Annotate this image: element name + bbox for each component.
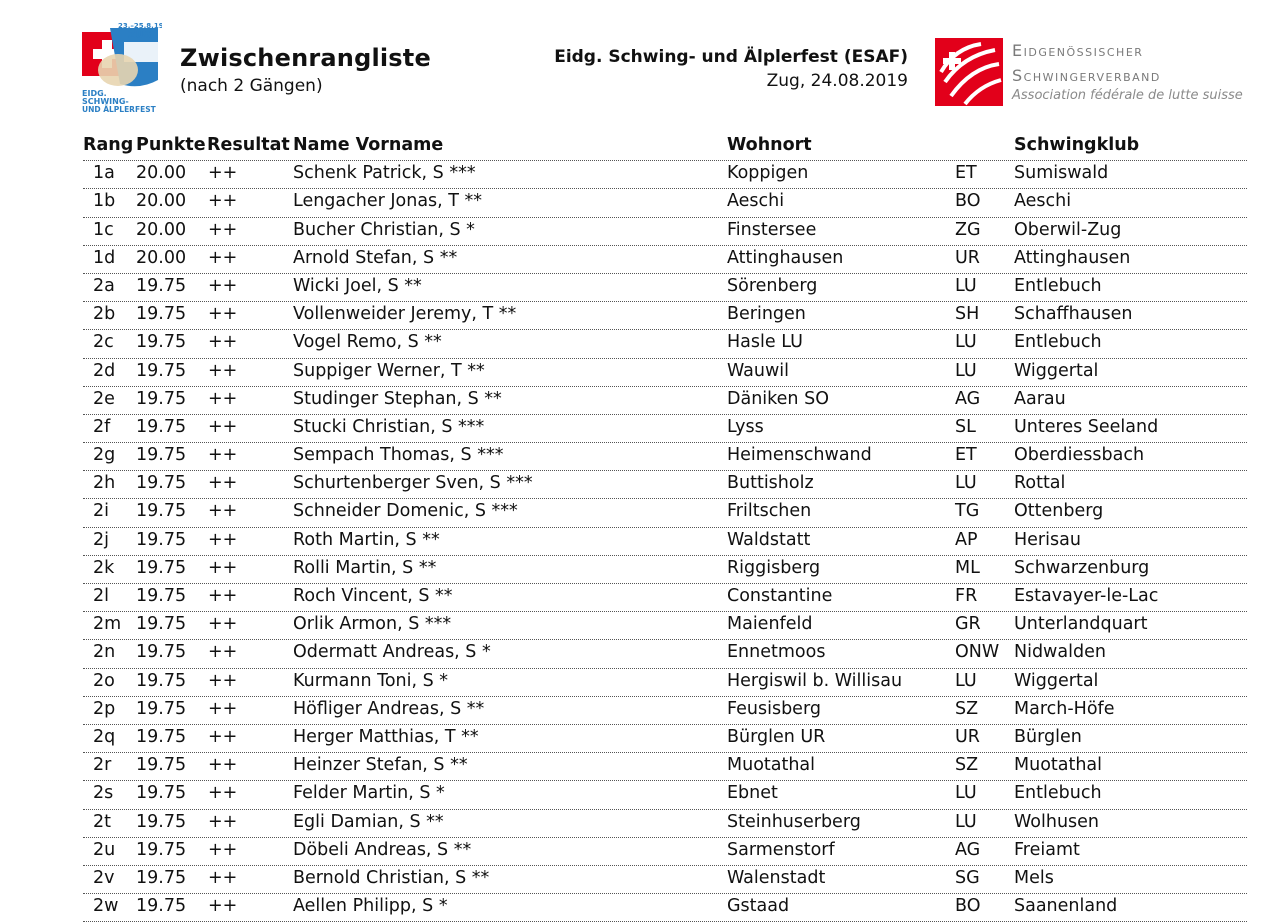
esv-logo-icon (935, 38, 1003, 106)
cell-schwingklub: March-Höfe (1014, 698, 1115, 719)
cell-wohnort: Bürglen UR (727, 726, 826, 747)
cell-resultat: ++ (208, 388, 238, 409)
cell-rang: 1a (93, 163, 115, 184)
cell-resultat: ++ (208, 219, 238, 240)
cell-punkte: 19.75 (136, 867, 187, 888)
title-block (180, 44, 431, 96)
cell-name: Aellen Philipp, S * (293, 896, 448, 917)
cell-resultat: ++ (208, 360, 238, 381)
cell-schwingklub: Wiggertal (1014, 360, 1099, 381)
cell-kanton: AG (955, 388, 981, 409)
cell-schwingklub: Aeschi (1014, 191, 1072, 212)
cell-schwingklub: Unterlandquart (1014, 614, 1148, 635)
table-body (83, 161, 1247, 922)
cell-schwingklub: Entlebuch (1014, 332, 1102, 353)
cell-resultat: ++ (208, 783, 238, 804)
cell-punkte: 19.75 (136, 445, 187, 466)
cell-rang: 2f (93, 416, 111, 437)
cell-schwingklub: Saanenland (1014, 896, 1118, 917)
table-row (83, 810, 1247, 838)
cell-kanton: FR (955, 586, 978, 606)
cell-schwingklub: Aarau (1014, 388, 1066, 409)
cell-resultat: ++ (208, 191, 238, 212)
cell-resultat: ++ (208, 557, 238, 578)
cell-kanton: SH (955, 304, 980, 325)
logo-line1: EIDG. (82, 89, 107, 98)
ranking-table (83, 133, 1247, 922)
cell-rang: 2m (93, 614, 122, 635)
cell-rang: 1c (93, 219, 114, 240)
cell-punkte: 19.75 (136, 416, 187, 437)
cell-name: Lengacher Jonas, T ** (293, 191, 483, 212)
table-row (83, 302, 1247, 330)
cell-kanton: ML (955, 557, 980, 578)
cell-punkte: 19.75 (136, 896, 187, 917)
table-header (83, 133, 1247, 161)
cell-name: Vogel Remo, S ** (293, 332, 442, 353)
cell-schwingklub: Bürglen (1014, 726, 1082, 747)
cell-name: Rolli Martin, S ** (293, 557, 437, 578)
cell-wohnort: Koppigen (727, 163, 809, 184)
cell-kanton: UR (955, 247, 980, 268)
cell-wohnort: Däniken SO (727, 388, 829, 409)
header-resultat: Resultat (207, 135, 290, 155)
cell-name: Bucher Christian, S * (293, 219, 475, 240)
cell-schwingklub: Mels (1014, 867, 1054, 888)
cell-resultat: ++ (208, 726, 238, 747)
logo-zug: ZUG (128, 30, 152, 41)
cell-schwingklub: Wiggertal (1014, 670, 1099, 691)
cell-rang: 2d (93, 360, 116, 381)
header-wohnort: Wohnort (727, 135, 812, 155)
cell-name: Höfliger Andreas, S ** (293, 698, 485, 719)
cell-resultat: ++ (208, 332, 238, 353)
cell-wohnort: Constantine (727, 586, 833, 606)
event-name: Eidg. Schwing- und Älplerfest (ESAF) (554, 47, 908, 67)
cell-resultat: ++ (208, 755, 238, 776)
cell-wohnort: Attinghausen (727, 247, 844, 268)
cell-schwingklub: Rottal (1014, 473, 1066, 494)
cell-resultat: ++ (208, 501, 238, 522)
cell-kanton: LU (955, 473, 977, 494)
cell-schwingklub: Schwarzenburg (1014, 557, 1150, 578)
cell-kanton: ET (955, 445, 977, 466)
cell-schwingklub: Wolhusen (1014, 811, 1100, 832)
cell-resultat: ++ (208, 698, 238, 719)
cell-kanton: TG (955, 501, 980, 522)
cell-kanton: LU (955, 360, 977, 381)
cell-rang: 1d (93, 247, 116, 268)
cell-rang: 2e (93, 388, 115, 409)
cell-kanton: SZ (955, 698, 979, 719)
cell-name: Heinzer Stefan, S ** (293, 755, 468, 776)
cell-rang: 2h (93, 473, 116, 494)
cell-resultat: ++ (208, 163, 238, 184)
cell-punkte: 19.75 (136, 360, 187, 381)
cell-kanton: ONW (955, 642, 1000, 663)
cell-resultat: ++ (208, 529, 238, 550)
cell-punkte: 19.75 (136, 783, 187, 804)
cell-name: Roch Vincent, S ** (293, 586, 453, 606)
cell-punkte: 19.75 (136, 529, 187, 550)
table-row (83, 781, 1247, 809)
cell-schwingklub: Herisau (1014, 529, 1081, 550)
cell-schwingklub: Ottenberg (1014, 501, 1104, 522)
cell-punkte: 20.00 (136, 163, 187, 184)
header-punkte: Punkte (136, 135, 206, 155)
association-name (1012, 38, 1243, 103)
cell-resultat: ++ (208, 586, 238, 606)
cell-kanton: BO (955, 896, 981, 917)
cell-punkte: 20.00 (136, 219, 187, 240)
cell-resultat: ++ (208, 896, 238, 917)
cell-punkte: 19.75 (136, 304, 187, 325)
cell-rang: 2o (93, 670, 115, 691)
cell-name: Schenk Patrick, S *** (293, 163, 476, 184)
table-row (83, 189, 1247, 217)
cell-punkte: 19.75 (136, 586, 187, 606)
logo-line2: SCHWING- (82, 97, 129, 106)
cell-schwingklub: Freiamt (1014, 839, 1080, 860)
cell-kanton: LU (955, 811, 977, 832)
table-row (83, 528, 1247, 556)
logo-dates: 23.–25.8.19 (118, 22, 162, 30)
table-row (83, 499, 1247, 527)
cell-rang: 2v (93, 867, 115, 888)
cell-name: Suppiger Werner, T ** (293, 360, 485, 381)
cell-wohnort: Maienfeld (727, 614, 813, 635)
cell-rang: 2r (93, 755, 112, 776)
cell-punkte: 19.75 (136, 332, 187, 353)
table-row (83, 556, 1247, 584)
cell-wohnort: Sörenberg (727, 275, 818, 296)
cell-rang: 2n (93, 642, 116, 663)
cell-name: Kurmann Toni, S * (293, 670, 449, 691)
cell-resultat: ++ (208, 811, 238, 832)
cell-rang: 2w (93, 896, 119, 917)
cell-punkte: 19.75 (136, 811, 187, 832)
table-row (83, 894, 1247, 922)
cell-schwingklub: Estavayer-le-Lac (1014, 586, 1159, 606)
cell-rang: 2i (93, 501, 109, 522)
table-row (83, 838, 1247, 866)
cell-name: Stucki Christian, S *** (293, 416, 485, 437)
association-line3: Association fédérale de lutte suisse (1012, 88, 1243, 103)
cell-kanton: LU (955, 670, 977, 691)
cell-rang: 1b (93, 191, 116, 212)
table-row (83, 866, 1247, 894)
cell-wohnort: Gstaad (727, 896, 790, 917)
cell-name: Egli Damian, S ** (293, 811, 444, 832)
cell-rang: 2l (93, 586, 109, 606)
cell-resultat: ++ (208, 839, 238, 860)
cell-schwingklub: Nidwalden (1014, 642, 1106, 663)
cell-resultat: ++ (208, 473, 238, 494)
cell-punkte: 19.75 (136, 670, 187, 691)
cell-punkte: 20.00 (136, 247, 187, 268)
cell-wohnort: Steinhuserberg (727, 811, 861, 832)
table-row (83, 218, 1247, 246)
table-row (83, 246, 1247, 274)
cell-kanton: SG (955, 867, 980, 888)
cell-wohnort: Hasle LU (727, 332, 803, 353)
table-row (83, 415, 1247, 443)
cell-punkte: 19.75 (136, 839, 187, 860)
cell-rang: 2s (93, 783, 114, 804)
table-row (83, 161, 1247, 189)
cell-name: Schurtenberger Sven, S *** (293, 473, 533, 494)
cell-wohnort: Walenstadt (727, 867, 826, 888)
cell-schwingklub: Oberdiessbach (1014, 445, 1145, 466)
cell-name: Wicki Joel, S ** (293, 275, 422, 296)
cell-punkte: 19.75 (136, 501, 187, 522)
cell-rang: 2t (93, 811, 111, 832)
cell-wohnort: Ebnet (727, 783, 778, 804)
cell-resultat: ++ (208, 445, 238, 466)
cell-schwingklub: Entlebuch (1014, 783, 1102, 804)
cell-rang: 2k (93, 557, 115, 578)
cell-name: Bernold Christian, S ** (293, 867, 490, 888)
cell-name: Roth Martin, S ** (293, 529, 440, 550)
table-row (83, 697, 1247, 725)
cell-kanton: BO (955, 191, 981, 212)
cell-schwingklub: Schaffhausen (1014, 304, 1133, 325)
cell-punkte: 19.75 (136, 698, 187, 719)
cell-wohnort: Ennetmoos (727, 642, 826, 663)
esaf-logo (80, 18, 162, 114)
table-row (83, 612, 1247, 640)
event-info (554, 47, 908, 91)
cell-wohnort: Friltschen (727, 501, 812, 522)
table-row (83, 725, 1247, 753)
cell-kanton: ZG (955, 219, 981, 240)
cell-wohnort: Finstersee (727, 219, 817, 240)
cell-wohnort: Heimenschwand (727, 445, 872, 466)
table-row (83, 330, 1247, 358)
association-line2: Schwingerverband (1012, 66, 1161, 85)
cell-name: Vollenweider Jeremy, T ** (293, 304, 517, 325)
event-date: Zug, 24.08.2019 (766, 71, 908, 91)
cell-resultat: ++ (208, 670, 238, 691)
table-row (83, 753, 1247, 781)
cell-name: Studinger Stephan, S ** (293, 388, 502, 409)
cell-name: Odermatt Andreas, S * (293, 642, 491, 663)
cell-kanton: UR (955, 726, 980, 747)
cell-resultat: ++ (208, 304, 238, 325)
cell-schwingklub: Entlebuch (1014, 275, 1102, 296)
cell-rang: 2p (93, 698, 116, 719)
cell-punkte: 19.75 (136, 388, 187, 409)
cell-resultat: ++ (208, 867, 238, 888)
cell-name: Herger Matthias, T ** (293, 726, 479, 747)
table-row (83, 274, 1247, 302)
cell-rang: 2a (93, 275, 115, 296)
cell-name: Orlik Armon, S *** (293, 614, 452, 635)
cell-name: Schneider Domenic, S *** (293, 501, 518, 522)
cell-wohnort: Aeschi (727, 191, 785, 212)
cell-wohnort: Feusisberg (727, 698, 821, 719)
cell-punkte: 19.75 (136, 557, 187, 578)
cell-rang: 2c (93, 332, 114, 353)
cell-schwingklub: Sumiswald (1014, 163, 1109, 184)
logo-line3: UND ÄLPLERFEST (82, 105, 156, 114)
cell-name: Arnold Stefan, S ** (293, 247, 458, 268)
cell-kanton: LU (955, 332, 977, 353)
header-rang: Rang (83, 135, 134, 155)
cell-punkte: 19.75 (136, 755, 187, 776)
association-line1: Eidgenössischer (1012, 41, 1144, 60)
cell-wohnort: Hergiswil b. Willisau (727, 670, 903, 691)
cell-kanton: AP (955, 529, 978, 550)
cell-rang: 2j (93, 529, 109, 550)
cell-punkte: 19.75 (136, 473, 187, 494)
cell-punkte: 19.75 (136, 726, 187, 747)
cell-schwingklub: Oberwil-Zug (1014, 219, 1122, 240)
cell-name: Sempach Thomas, S *** (293, 445, 504, 466)
cell-kanton: AG (955, 839, 981, 860)
cell-resultat: ++ (208, 247, 238, 268)
cell-rang: 2u (93, 839, 116, 860)
cell-kanton: LU (955, 275, 977, 296)
table-row (83, 443, 1247, 471)
cell-kanton: SZ (955, 755, 979, 776)
cell-wohnort: Waldstatt (727, 529, 811, 550)
table-row (83, 471, 1247, 499)
cell-punkte: 19.75 (136, 642, 187, 663)
cell-resultat: ++ (208, 275, 238, 296)
header-schwingklub: Schwingklub (1014, 135, 1140, 155)
cell-kanton: ET (955, 163, 977, 184)
page-subtitle: (nach 2 Gängen) (180, 76, 323, 96)
cell-name: Felder Martin, S * (293, 783, 445, 804)
cell-wohnort: Wauwil (727, 360, 790, 381)
cell-resultat: ++ (208, 642, 238, 663)
cell-kanton: SL (955, 416, 976, 437)
cell-wohnort: Riggisberg (727, 557, 821, 578)
table-row (83, 640, 1247, 668)
cell-punkte: 19.75 (136, 275, 187, 296)
cell-kanton: LU (955, 783, 977, 804)
cell-kanton: GR (955, 614, 981, 635)
cell-wohnort: Buttisholz (727, 473, 814, 494)
table-row (83, 359, 1247, 387)
cell-rang: 2g (93, 445, 116, 466)
cell-rang: 2q (93, 726, 116, 747)
cell-wohnort: Sarmenstorf (727, 839, 835, 860)
cell-schwingklub: Muotathal (1014, 755, 1103, 776)
page-title: Zwischenrangliste (180, 44, 431, 72)
header-name: Name Vorname (293, 135, 444, 155)
cell-rang: 2b (93, 304, 116, 325)
cell-resultat: ++ (208, 416, 238, 437)
table-row (83, 387, 1247, 415)
table-row (83, 584, 1247, 612)
cell-schwingklub: Attinghausen (1014, 247, 1131, 268)
cell-schwingklub: Unteres Seeland (1014, 416, 1159, 437)
cell-wohnort: Lyss (727, 416, 764, 437)
cell-punkte: 20.00 (136, 191, 187, 212)
cell-wohnort: Muotathal (727, 755, 816, 776)
cell-name: Döbeli Andreas, S ** (293, 839, 472, 860)
cell-resultat: ++ (208, 614, 238, 635)
table-row (83, 669, 1247, 697)
cell-wohnort: Beringen (727, 304, 806, 325)
cell-punkte: 19.75 (136, 614, 187, 635)
